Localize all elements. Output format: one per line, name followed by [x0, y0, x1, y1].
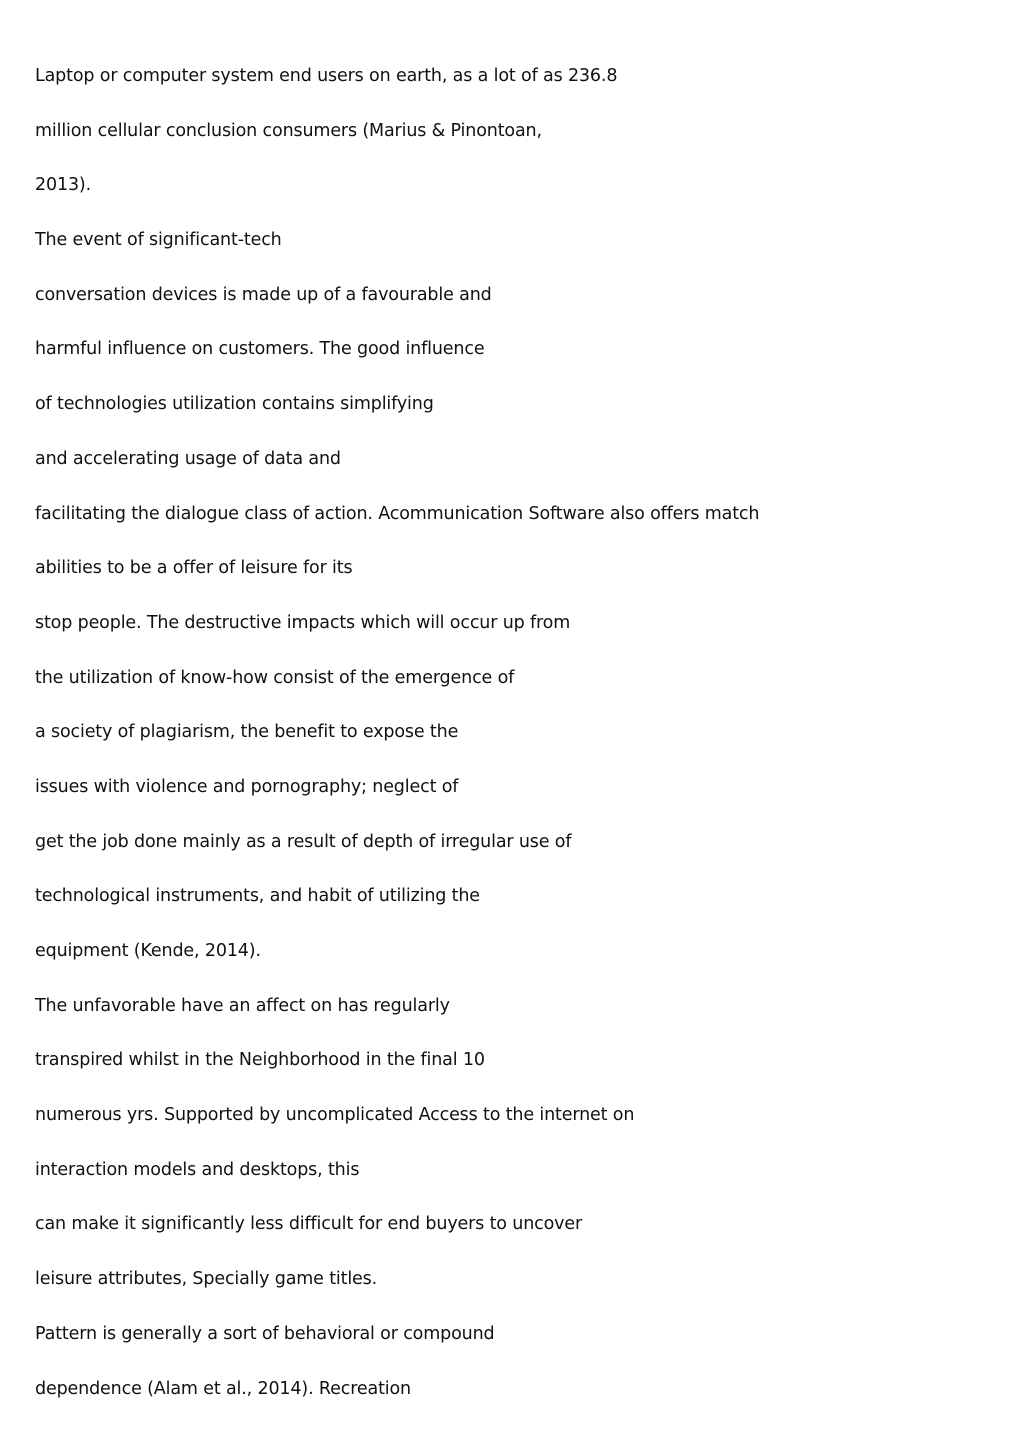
- text-line: Laptop or computer system end users on earth, as a lot of as 236.8: [35, 66, 618, 86]
- text-line: get the job done mainly as a result of depth of irregular use of: [35, 831, 572, 852]
- text-line: The unfavorable have an affect on has regularly: [35, 995, 450, 1016]
- text-line: 2013).: [35, 175, 92, 196]
- text-line: a society of plagiarism, the benefit to expose the: [35, 722, 459, 743]
- text-line: and accelerating usage of data and: [35, 448, 341, 469]
- text-line: can make it significantly less difficult for end buyers to uncover: [35, 1214, 583, 1235]
- text-line: equipment (Kende, 2014).: [35, 941, 261, 961]
- text-line: interaction models and desktops, this: [35, 1159, 360, 1180]
- text-line: Pattern is generally a sort of behavioral or compound: [35, 1323, 495, 1344]
- text-line: technological instruments, and habit of utilizing the: [35, 886, 480, 907]
- document-body: [35, 62, 759, 1429]
- text-line: leisure attributes, Specially game titles.: [35, 1269, 378, 1290]
- text-line: harmful influence on customers. The good influence: [35, 339, 485, 360]
- text-line: stop people. The destructive impacts which will occur up from: [35, 612, 571, 633]
- text-line: transpired whilst in the Neighborhood in the final 10: [35, 1050, 485, 1071]
- text-line: dependence (Alam et al., 2014). Recreation: [35, 1378, 411, 1399]
- text-line: conversation devices is made up of a favourable and: [35, 284, 492, 305]
- text-line: numerous yrs. Supported by uncomplicated Access to the internet on: [35, 1105, 635, 1126]
- text-line: the utilization of know-how consist of the emergence of: [35, 667, 515, 688]
- text-line: of technologies utilization contains simplifying: [35, 394, 434, 415]
- text-line: issues with violence and pornography; neglect of: [35, 776, 459, 797]
- text-line: The event of significant-tech: [35, 230, 282, 251]
- text-line: million cellular conclusion consumers (Marius & Pinontoan,: [35, 120, 542, 141]
- text-line: abilities to be a offer of leisure for its: [35, 558, 353, 579]
- text-line: facilitating the dialogue class of action. Acommunication Software also offers match: [35, 503, 760, 524]
